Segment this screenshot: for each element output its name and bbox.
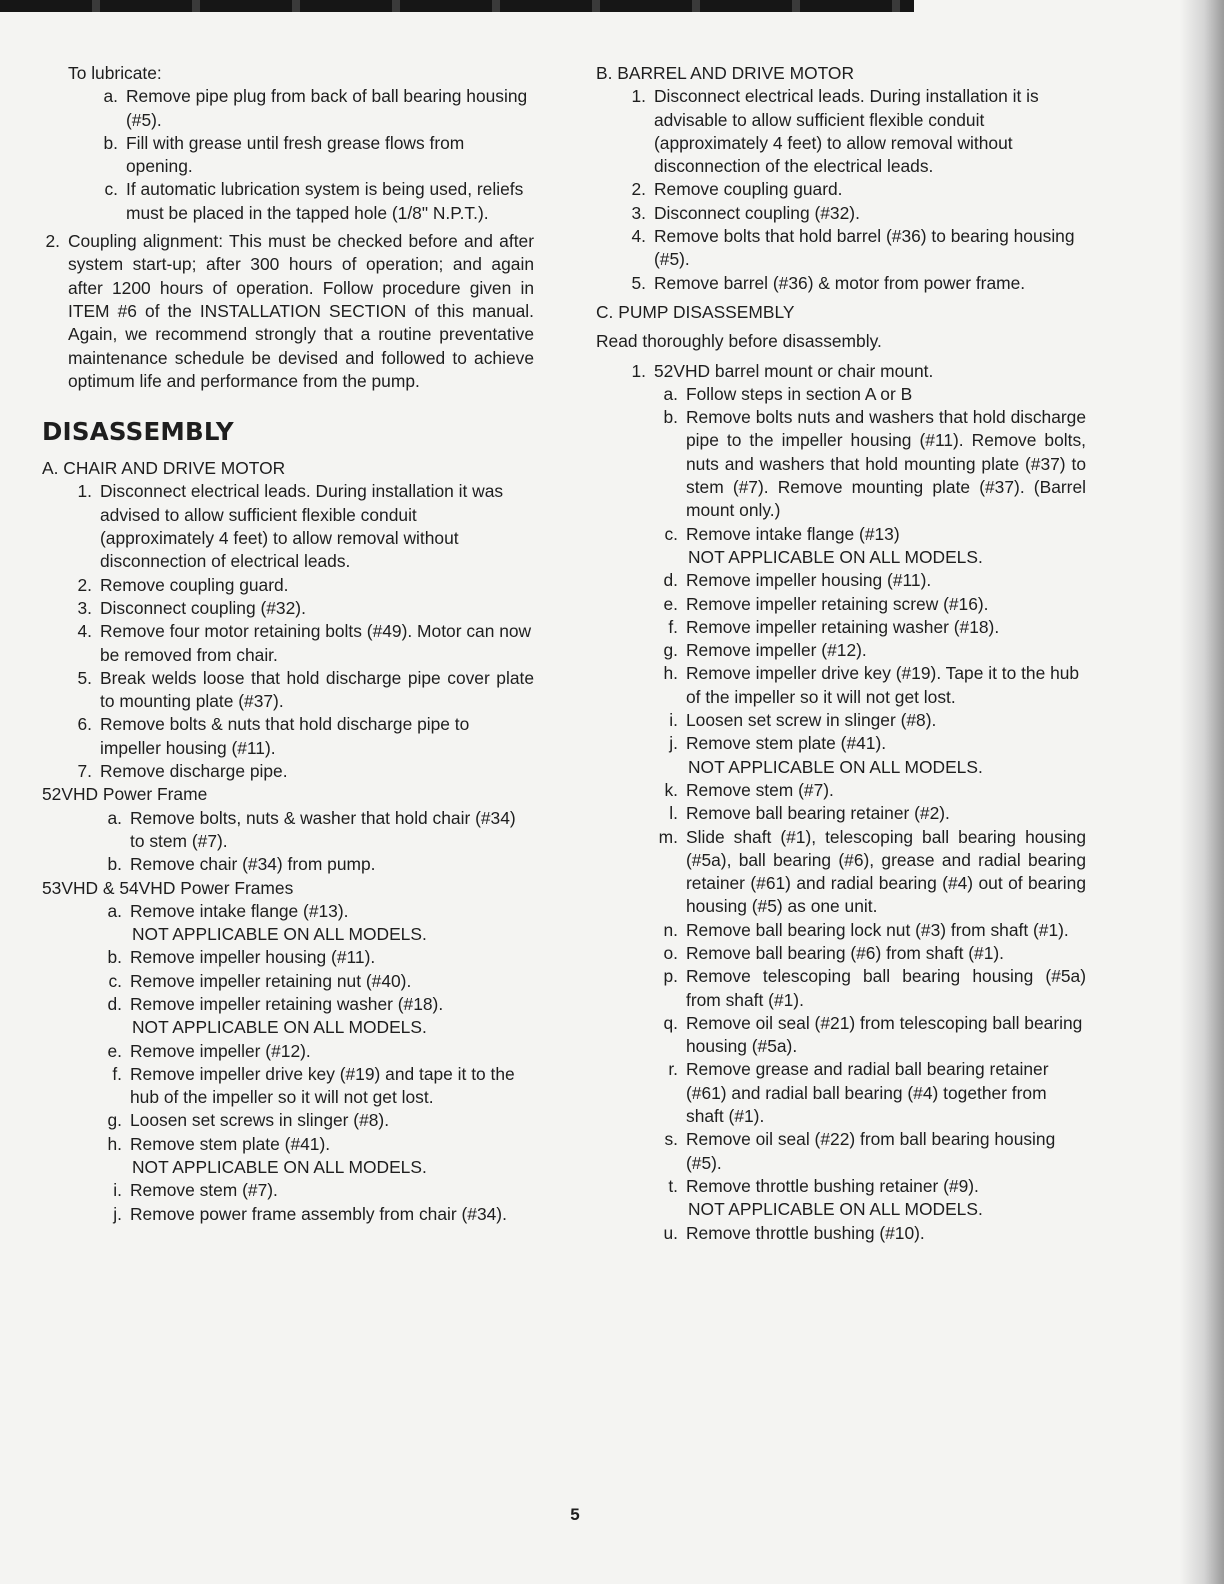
frame53-steps: [42, 900, 534, 1226]
list-item: d. Remove impeller housing (#11).: [663, 570, 932, 591]
list-item: r. Remove grease and radial ball bearing retainer (#61) and radial ball bearing (#4) together from shaft (#1).: [668, 1059, 1049, 1127]
list-item: 5. Remove barrel (#36) & motor from power frame.: [631, 272, 1026, 293]
section-b-steps: [596, 85, 1086, 295]
section-a-title: A. CHAIR AND DRIVE MOTOR: [42, 458, 286, 479]
list-item: 7. Remove discharge pipe.: [77, 761, 288, 782]
right-column: [596, 62, 1086, 1245]
list-item: a. Remove pipe plug from back of ball bearing housing (#5).: [103, 86, 528, 130]
not-applicable-note: NOT APPLICABLE ON ALL MODELS.: [688, 546, 983, 567]
frame52-title: 52VHD Power Frame: [42, 784, 208, 805]
not-applicable-note: NOT APPLICABLE ON ALL MODELS.: [688, 1199, 983, 1220]
list-item: k. Remove stem (#7).: [664, 779, 834, 800]
list-item: h. Remove impeller drive key (#19). Tape it to the hub of the impeller so it will not get lost.: [663, 663, 1080, 707]
scan-top-edge: [0, 0, 1224, 12]
list-item: 5. Break welds loose that hold discharge pipe cover plate to mounting plate (#37).: [77, 667, 534, 712]
list-item: d. Remove impeller retaining washer (#18).: [107, 993, 444, 1014]
list-item: a. Remove intake flange (#13).: [107, 900, 349, 921]
list-item: 2. Remove coupling guard.: [77, 574, 289, 595]
list-item: l. Remove ball bearing retainer (#2).: [669, 803, 950, 824]
list-item: 4. Remove four motor retaining bolts (#49). Motor can now be removed from chair.: [77, 621, 532, 665]
list-item: i. Remove stem (#7).: [113, 1180, 278, 1201]
coupling-alignment-item: 2. Coupling alignment: This must be checked before and after system start-up; after 300 hours of operation; and again after 1200 hours of operation. Follow procedure given in ITEM #6 of the INSTALLATION SECTION of this manual. Again, we recommend strongly that a routine preventative maintenance schedule be devised and followed to achieve optimum life and performance from the pump.: [45, 231, 534, 391]
list-item: 4. Remove bolts that hold barrel (#36) to bearing housing (#5).: [631, 226, 1075, 270]
list-item: o. Remove ball bearing (#6) from shaft (#1).: [663, 942, 1004, 963]
list-item: 1. Disconnect electrical leads. During installation it is advisable to allow sufficient flexible conduit (approximately 4 feet) to allow removal without disconnection of the electrical leads.: [631, 86, 1039, 177]
list-item: 2. Remove coupling guard.: [631, 179, 843, 200]
list-item: f. Remove impeller drive key (#19) and tape it to the hub of the impeller so it will not get lost.: [112, 1063, 515, 1108]
list-item: g. Loosen set screws in slinger (#8).: [107, 1110, 390, 1131]
scan-right-edge: [1180, 0, 1224, 1584]
section-c-title: C. PUMP DISASSEMBLY: [596, 301, 795, 322]
list-item: n. Remove ball bearing lock nut (#3) from shaft (#1).: [663, 919, 1069, 940]
list-item: q. Remove oil seal (#21) from telescoping ball bearing housing (#5a).: [663, 1012, 1083, 1057]
section-c-steps: [596, 383, 1086, 1245]
list-item: 6. Remove bolts & nuts that hold discharge pipe to impeller housing (#11).: [77, 714, 470, 758]
section-a-steps: [42, 480, 534, 783]
not-applicable-note: NOT APPLICABLE ON ALL MODELS.: [132, 924, 427, 945]
frame53-title: 53VHD & 54VHD Power Frames: [42, 877, 294, 898]
section-c-intro: Read thoroughly before disassembly.: [596, 331, 882, 352]
list-item: 3. Disconnect coupling (#32).: [631, 202, 860, 223]
list-item: b. Fill with grease until fresh grease flows from opening.: [103, 132, 465, 177]
list-item: 3. Disconnect coupling (#32).: [77, 597, 306, 618]
list-item: b. Remove bolts nuts and washers that hold discharge pipe to the impeller housing (#11). Remove bolts, nuts and washers that hold mounting plate (#37) to stem (#7). Remove mounting plate (#37). (Barrel mount only.): [663, 407, 1086, 521]
frame52-steps: [42, 807, 534, 877]
disassembly-heading: DISASSEMBLY: [42, 417, 234, 447]
section-b-title: B. BARREL AND DRIVE MOTOR: [596, 63, 855, 83]
mount-item: 1. 52VHD barrel mount or chair mount.: [631, 360, 934, 381]
list-item: u. Remove throttle bushing (#10).: [663, 1222, 925, 1243]
list-item: g. Remove impeller (#12).: [663, 640, 867, 661]
page-number: 5: [570, 1505, 580, 1524]
not-applicable-note: NOT APPLICABLE ON ALL MODELS.: [688, 756, 983, 777]
list-item: a. Remove bolts, nuts & washer that hold chair (#34) to stem (#7).: [107, 807, 516, 851]
not-applicable-note: NOT APPLICABLE ON ALL MODELS.: [132, 1017, 427, 1038]
list-item: 1. Disconnect electrical leads. During installation it was advised to allow sufficient flexible conduit (approximately 4 feet) to allow removal without disconnection of electrical leads.: [77, 481, 504, 572]
list-item: c. Remove impeller retaining nut (#40).: [108, 970, 412, 991]
list-item: c. Remove intake flange (#13): [664, 523, 900, 544]
left-column: [42, 62, 534, 1226]
lubricate-steps: [42, 85, 534, 225]
not-applicable-note: NOT APPLICABLE ON ALL MODELS.: [132, 1157, 427, 1178]
list-item: m. Slide shaft (#1), telescoping ball bearing housing (#5a), ball bearing (#6), grease and radial bearing retainer (#61) and radial bearing (#4) out of bearing housing (#5) as one unit.: [658, 826, 1086, 917]
lubricate-intro: To lubricate:: [68, 63, 162, 83]
list-item: s. Remove oil seal (#22) from ball bearing housing (#5).: [664, 1129, 1056, 1173]
list-item: f. Remove impeller retaining washer (#18).: [668, 616, 1000, 637]
list-item: c. If automatic lubrication system is being used, reliefs must be placed in the tapped hole (1/8" N.P.T.).: [104, 179, 524, 223]
list-item: t. Remove throttle bushing retainer (#9).: [668, 1175, 979, 1196]
list-item: a. Follow steps in section A or B: [663, 383, 913, 404]
list-item: j. Remove power frame assembly from chair (#34).: [113, 1203, 507, 1224]
list-item: e. Remove impeller (#12).: [107, 1040, 311, 1061]
list-item: j. Remove stem plate (#41).: [669, 733, 887, 754]
list-item: i. Loosen set screw in slinger (#8).: [669, 710, 937, 731]
list-item: p. Remove telescoping ball bearing housing (#5a) from shaft (#1).: [663, 966, 1086, 1010]
list-item: h. Remove stem plate (#41).: [107, 1133, 331, 1154]
list-item: b. Remove chair (#34) from pump.: [107, 854, 376, 875]
list-item: b. Remove impeller housing (#11).: [107, 947, 376, 968]
list-item: e. Remove impeller retaining screw (#16).: [663, 593, 989, 614]
